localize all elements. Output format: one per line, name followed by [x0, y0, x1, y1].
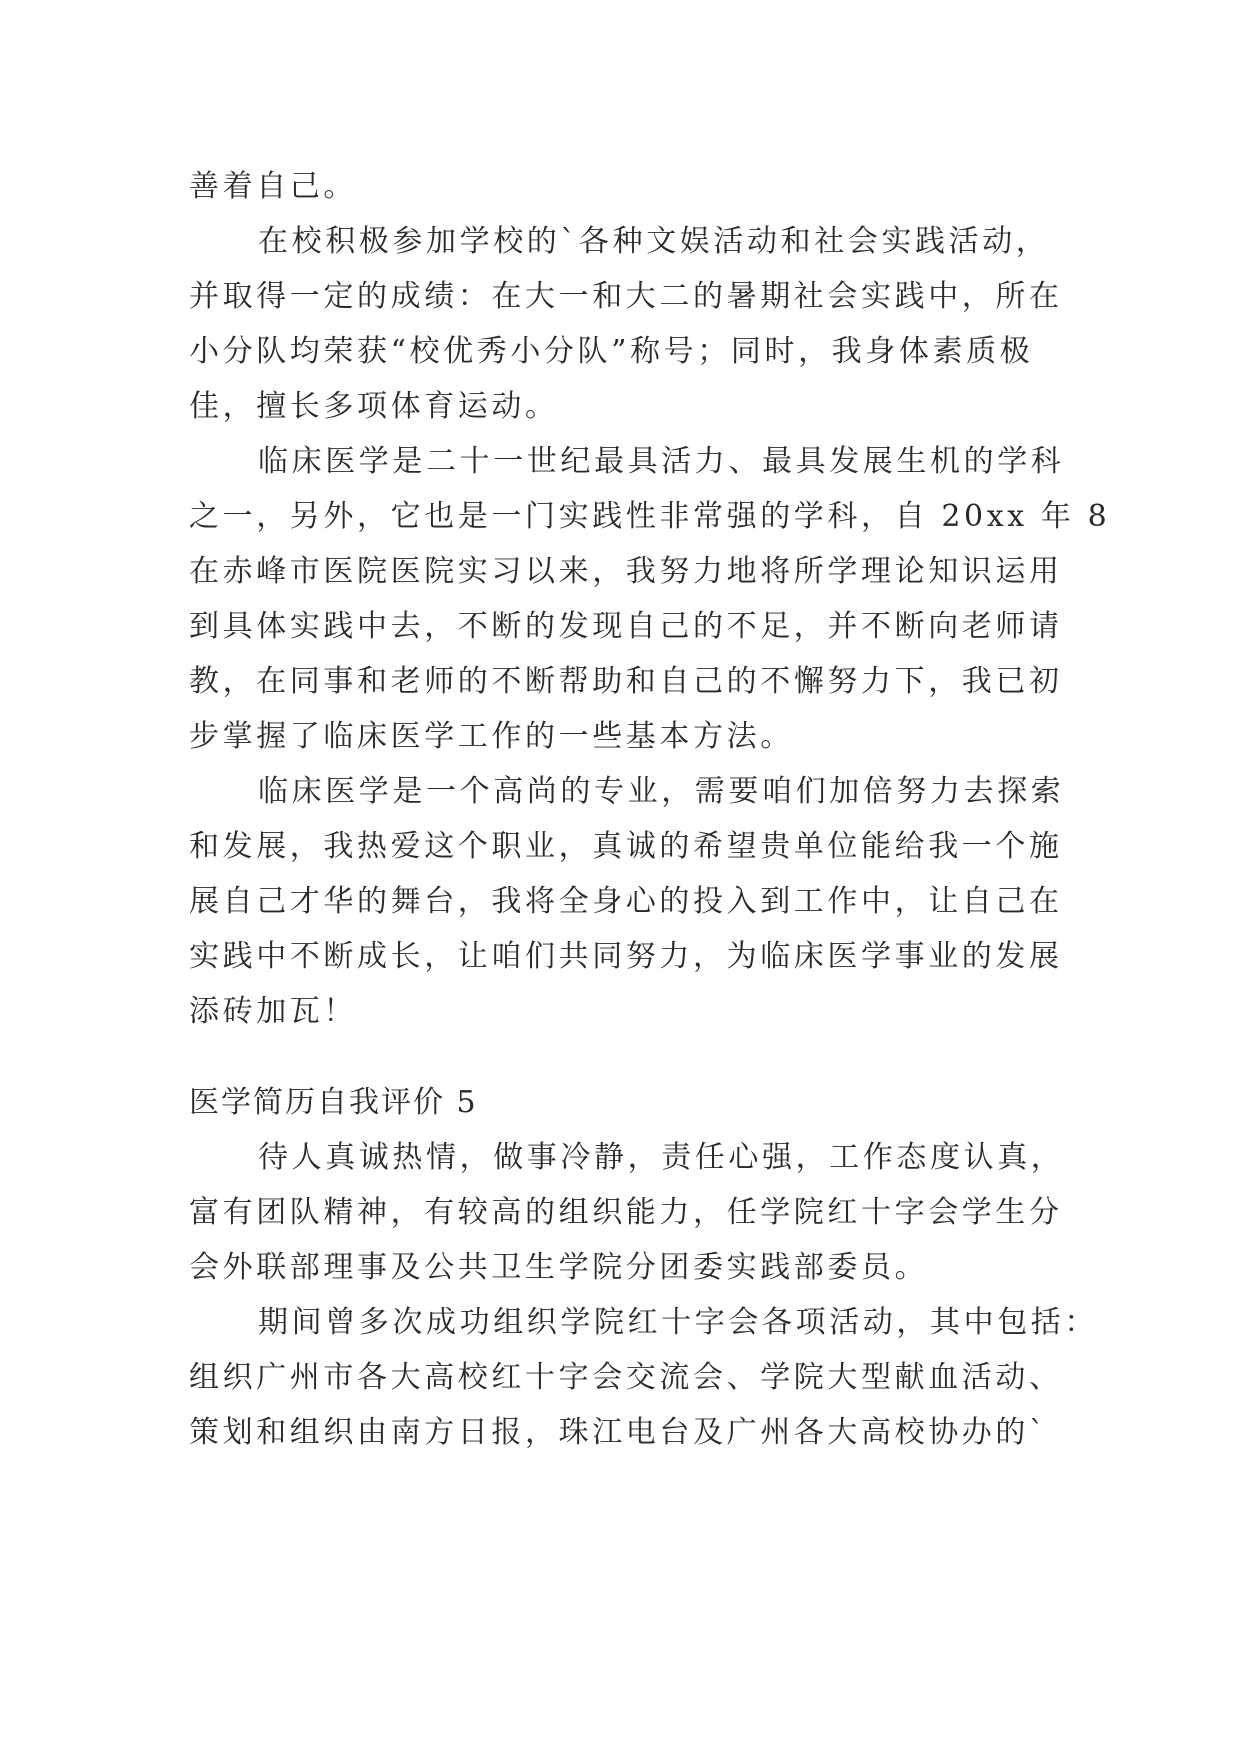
body-line: 佳，擅长多项体育运动。 [189, 389, 559, 424]
body-line: 添砖加瓦！ [189, 994, 357, 1029]
body-line: 在赤峰市医院医院实习以来，我努力地将所学理论知识运用 [189, 554, 1063, 589]
body-line: 善着自己。 [189, 169, 357, 204]
body-line: 富有团队精神，有较高的组织能力，任学院红十字会学生分 [189, 1195, 1063, 1230]
body-line: 组织广州市各大高校红十字会交流会、学院大型献血活动、 [189, 1360, 1063, 1395]
paragraph-first-line: 临床医学是一个高尚的专业，需要咱们加倍努力去探索 [258, 774, 1065, 809]
body-line: 教，在同事和老师的不断帮助和自己的不懈努力下，我已初 [189, 664, 1063, 699]
section-heading: 医学简历自我评价 5 [189, 1085, 478, 1120]
body-line: 并取得一定的成绩：在大一和大二的暑期社会实践中，所在 [189, 279, 1063, 314]
body-line: 到具体实践中去，不断的发现自己的不足，并不断向老师请 [189, 609, 1063, 644]
paragraph-first-line: 在校积极参加学校的`各种文娱活动和社会实践活动， [258, 224, 1050, 259]
body-line: 和发展，我热爱这个职业，真诚的希望贵单位能给我一个施 [189, 829, 1063, 864]
paragraph-first-line: 期间曾多次成功组织学院红十字会各项活动，其中包括： [258, 1305, 1098, 1340]
body-line: 小分队均荣获“校优秀小分队”称号；同时，我身体素质极 [189, 334, 1034, 369]
body-line: 之一，另外，它也是一门实践性非常强的学科，自 20xx 年 8 [189, 499, 1111, 534]
body-line: 步掌握了临床医学工作的一些基本方法。 [189, 719, 794, 754]
body-line: 实践中不断成长，让咱们共同努力，为临床医学事业的发展 [189, 939, 1063, 974]
paragraph-first-line: 临床医学是二十一世纪最具活力、最具发展生机的学科 [258, 444, 1065, 479]
body-line: 展自己才华的舞台，我将全身心的投入到工作中，让自己在 [189, 884, 1063, 919]
body-line: 策划和组织由南方日报，珠江电台及广州各大高校协办的` [189, 1415, 1048, 1450]
paragraph-first-line: 待人真诚热情，做事冷静，责任心强，工作态度认真， [258, 1140, 1065, 1175]
body-line: 会外联部理事及公共卫生学院分团委实践部委员。 [189, 1250, 929, 1285]
